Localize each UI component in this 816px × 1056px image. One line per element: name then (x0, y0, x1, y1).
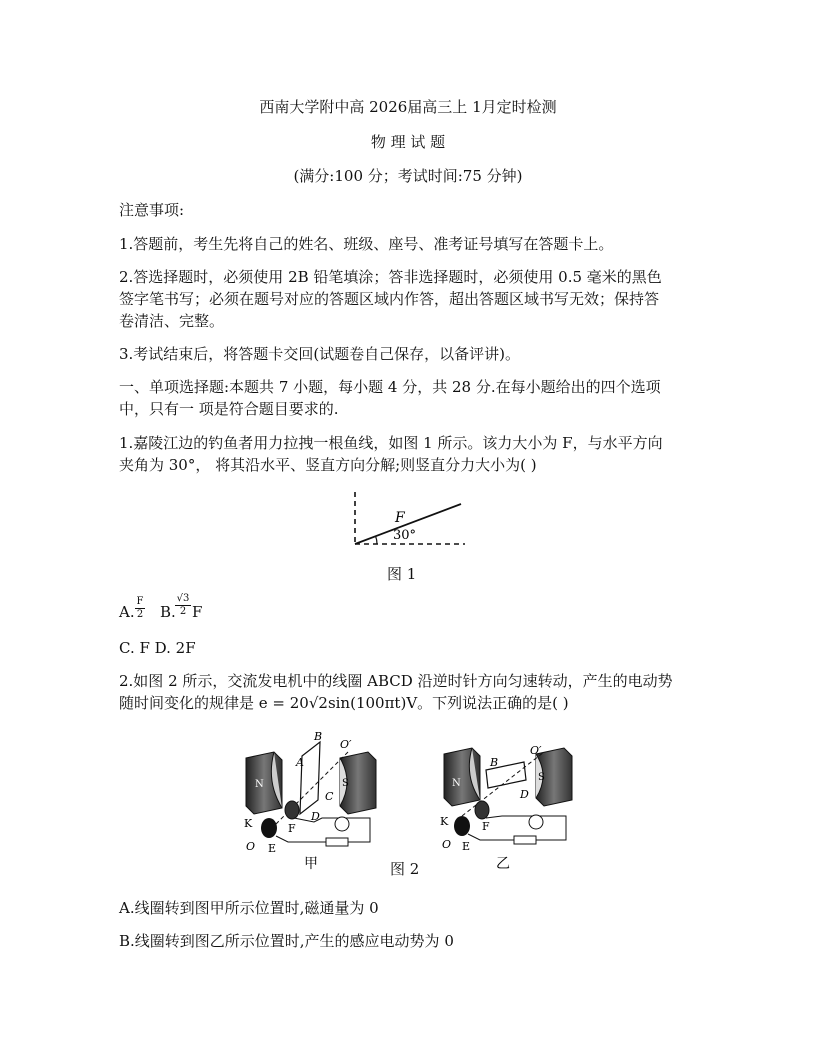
label-f: F (288, 822, 296, 835)
notes-heading: 注意事项: (119, 201, 185, 219)
exam-subject: 物 理 试 题 (370, 133, 446, 151)
q1-stem-line2: 夹角为 30°， 将其沿水平、竖直方向分解;则竖直分力大小为( ) (119, 456, 537, 474)
resistor-icon (326, 838, 348, 846)
slip-ring-k (261, 818, 277, 838)
label-d: D (311, 810, 320, 823)
exam-info: (满分:100 分；考试时间:75 分钟) (293, 167, 523, 185)
label-o: O (246, 840, 256, 853)
slip-ring-f (475, 801, 489, 819)
label-e: E (268, 842, 277, 855)
label-d: D (520, 788, 529, 801)
q1-option-b-label: B. (160, 603, 176, 621)
galvanometer-icon (529, 815, 543, 829)
fraction-numerator: F (136, 596, 144, 607)
label-b: B (314, 730, 323, 743)
label-n: N (452, 778, 461, 789)
label-c: C (325, 790, 334, 803)
section-heading-line2: 中，只有一 项是符合题目要求的. (119, 400, 339, 418)
note-item-2-line1: 2.答选择题时，必须使用 2B 铅笔填涂；答非选择题时，必须使用 0.5 毫米的黑色 (119, 268, 662, 286)
note-item-3: 3.考试结束后，将答题卡交回(试题卷自己保存，以备评讲)。 (119, 345, 521, 363)
fraction-numerator: √3 (176, 593, 190, 604)
label-s: S (342, 778, 349, 789)
note-item-2-line3: 卷清洁、完整。 (119, 312, 225, 330)
figure-1-force-diagram (345, 486, 475, 552)
angle-arc (376, 536, 377, 544)
q2-stem-line1: 2.如图 2 所示，交流发电机中的线圈 ABCD 沿逆时针方向匀速转动，产生的电动势 (119, 672, 673, 690)
label-k: K (440, 815, 449, 828)
slip-ring-k (454, 816, 470, 836)
angle-label: 30° (393, 528, 417, 543)
label-f: F (482, 820, 490, 833)
figure-2-caption: 图 2 (390, 860, 420, 878)
force-label: F (395, 510, 405, 526)
note-item-1: 1.答题前，考生先将自己的姓名、班级、座号、准考证号填写在答题卡上。 (119, 235, 614, 253)
exam-title: 西南大学附中高 2026届高三上 1月定时检测 (259, 98, 557, 116)
fraction-denominator: 2 (136, 609, 144, 620)
q2-option-a: A.线圈转到图甲所示位置时,磁通量为 0 (119, 899, 379, 917)
label-k: K (244, 817, 253, 830)
q1-stem-line1: 1.嘉陵江边的钓鱼者用力拉拽一根鱼线，如图 1 所示。该力大小为 F，与水平方向 (119, 434, 663, 452)
label-s: S (538, 772, 545, 783)
label-o-prime: O′ (530, 744, 542, 757)
coil-abcd (300, 742, 320, 814)
label-e: E (462, 840, 471, 853)
figure-1-caption: 图 1 (387, 565, 417, 583)
label-o-prime: O′ (340, 738, 352, 751)
q1-option-a-fraction (135, 596, 145, 621)
caption-yi: 乙 (496, 856, 510, 872)
q1-option-b-fraction (175, 593, 191, 618)
q2-stem-line2: 随时间变化的规律是 e = 20√2sin(100πt)V。下列说法正确的是( ) (119, 694, 569, 712)
fraction-denominator: 2 (175, 605, 191, 618)
section-heading-line1: 一、单项选择题:本题共 7 小题，每小题 4 分，共 28 分.在每小题给出的四个选项 (119, 378, 661, 396)
label-a: A (296, 756, 304, 769)
figure-2-generator-jia (236, 724, 386, 872)
galvanometer-icon (335, 817, 349, 831)
q1-option-a-label: A. (119, 603, 135, 621)
label-b: B (490, 756, 499, 769)
circuit-wire-lower (468, 834, 514, 840)
caption-jia: 甲 (304, 856, 318, 872)
note-item-2-line2: 签字笔书写；必须在题号对应的答题区域内作答，超出答题区域书写无效；保持答 (119, 290, 660, 308)
q2-option-b: B.线圈转到图乙所示位置时,产生的感应电动势为 0 (119, 932, 454, 950)
label-o: O (442, 838, 452, 851)
q1-option-b-tail: F (192, 603, 203, 621)
slip-ring-f (285, 801, 299, 819)
resistor-icon (514, 836, 536, 844)
figure-2-generator-yi (432, 740, 582, 874)
circuit-wire-lower (276, 836, 326, 842)
label-n: N (255, 779, 264, 790)
q1-options-c-d: C. F D. 2F (119, 639, 196, 657)
